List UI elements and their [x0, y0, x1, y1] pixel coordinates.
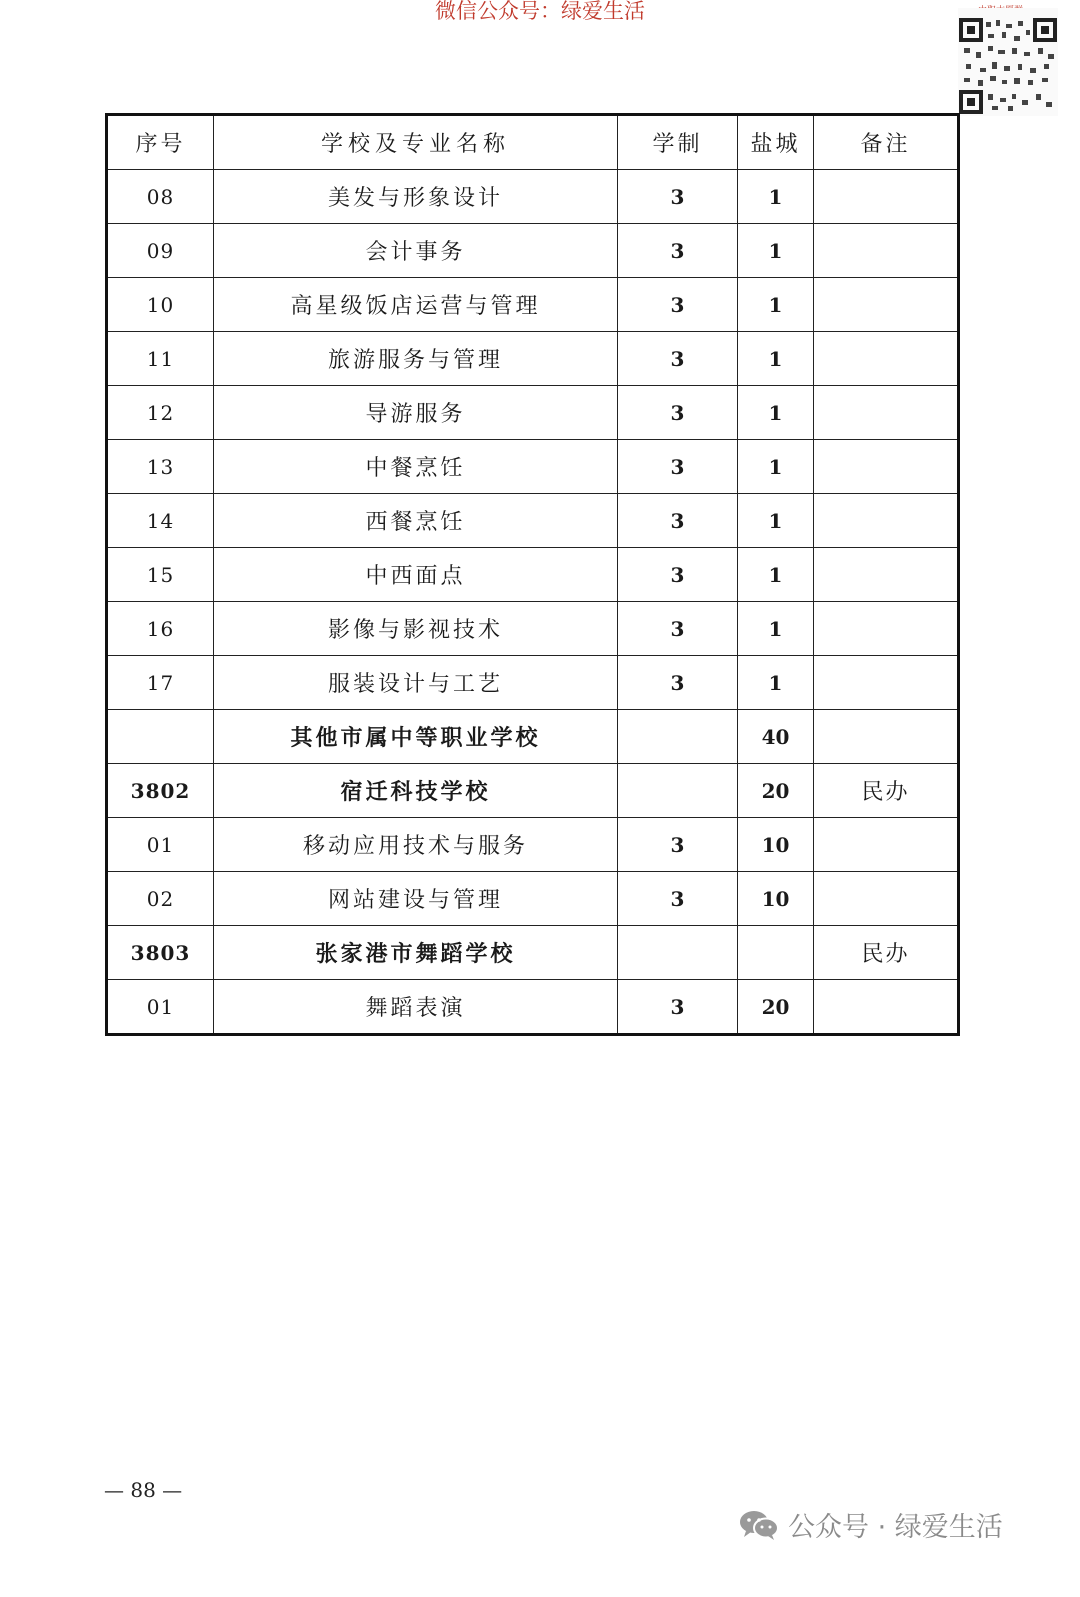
cell-code: 09	[107, 224, 214, 278]
cell-note: 民办	[814, 764, 959, 818]
header-school-major: 学校及专业名称	[214, 115, 618, 170]
cell-name: 旅游服务与管理	[214, 332, 618, 386]
cell-name: 影像与影视技术	[214, 602, 618, 656]
cell-years: 3	[618, 818, 738, 872]
cell-yancheng: 1	[738, 224, 814, 278]
table-row	[107, 548, 959, 602]
cell-code: 10	[107, 278, 214, 332]
cell-note	[814, 548, 959, 602]
cell-years: 3	[618, 278, 738, 332]
cell-years: 3	[618, 548, 738, 602]
header-seq: 序号	[107, 115, 214, 170]
cell-code: 12	[107, 386, 214, 440]
table-row	[107, 980, 959, 1035]
cell-years: 3	[618, 872, 738, 926]
cell-name: 网站建设与管理	[214, 872, 618, 926]
cell-yancheng: 1	[738, 548, 814, 602]
cell-years	[618, 710, 738, 764]
cell-name: 移动应用技术与服务	[214, 818, 618, 872]
cell-code: 14	[107, 494, 214, 548]
cell-years: 3	[618, 332, 738, 386]
table-row	[107, 278, 959, 332]
cell-yancheng: 1	[738, 494, 814, 548]
table-row	[107, 494, 959, 548]
cell-years: 3	[618, 386, 738, 440]
cell-code: 15	[107, 548, 214, 602]
cell-code: 02	[107, 872, 214, 926]
cell-note	[814, 332, 959, 386]
table-header-row	[107, 115, 959, 170]
table-row	[107, 710, 959, 764]
cell-code: 13	[107, 440, 214, 494]
table-row	[107, 764, 959, 818]
cell-name: 服装设计与工艺	[214, 656, 618, 710]
enrollment-table	[105, 113, 960, 1036]
header-years: 学制	[618, 115, 738, 170]
cell-years: 3	[618, 224, 738, 278]
cell-yancheng: 1	[738, 332, 814, 386]
cell-note	[814, 980, 959, 1035]
cell-name: 其他市属中等职业学校	[214, 710, 618, 764]
cell-name: 中餐烹饪	[214, 440, 618, 494]
cell-yancheng: 1	[738, 170, 814, 224]
cell-yancheng: 40	[738, 710, 814, 764]
cell-note	[814, 602, 959, 656]
cell-name: 宿迁科技学校	[214, 764, 618, 818]
cell-code: 08	[107, 170, 214, 224]
cell-years: 3	[618, 980, 738, 1035]
cell-yancheng: 1	[738, 602, 814, 656]
table-row	[107, 872, 959, 926]
cell-name: 西餐烹饪	[214, 494, 618, 548]
cell-yancheng: 20	[738, 764, 814, 818]
cell-yancheng: 1	[738, 386, 814, 440]
cell-yancheng: 20	[738, 980, 814, 1035]
qr-code-icon	[958, 8, 1058, 116]
cell-note	[814, 386, 959, 440]
table-row	[107, 818, 959, 872]
cell-years: 3	[618, 170, 738, 224]
cell-yancheng	[738, 926, 814, 980]
wechat-icon	[738, 1508, 780, 1542]
cell-years	[618, 764, 738, 818]
cell-note	[814, 440, 959, 494]
table-row	[107, 656, 959, 710]
cell-note	[814, 278, 959, 332]
cell-yancheng: 10	[738, 818, 814, 872]
cell-yancheng: 1	[738, 278, 814, 332]
table-row	[107, 386, 959, 440]
cell-years: 3	[618, 440, 738, 494]
footer-watermark	[738, 1505, 1003, 1544]
cell-note	[814, 224, 959, 278]
cell-years: 3	[618, 494, 738, 548]
cell-name: 舞蹈表演	[214, 980, 618, 1035]
page-number: — 88 —	[104, 1478, 183, 1502]
cell-note	[814, 818, 959, 872]
cell-yancheng: 10	[738, 872, 814, 926]
header-yancheng: 盐城	[738, 115, 814, 170]
cell-code: 01	[107, 818, 214, 872]
cell-note	[814, 710, 959, 764]
cell-name: 会计事务	[214, 224, 618, 278]
cell-yancheng: 1	[738, 656, 814, 710]
header-watermark: 微信公众号：绿爱生活	[435, 0, 645, 23]
cell-name: 高星级饭店运营与管理	[214, 278, 618, 332]
cell-years	[618, 926, 738, 980]
cell-years: 3	[618, 602, 738, 656]
cell-code	[107, 710, 214, 764]
table-row	[107, 224, 959, 278]
cell-note	[814, 872, 959, 926]
cell-code: 3802	[107, 764, 214, 818]
table-row	[107, 440, 959, 494]
cell-name: 中西面点	[214, 548, 618, 602]
cell-code: 01	[107, 980, 214, 1035]
cell-note	[814, 494, 959, 548]
cell-code: 11	[107, 332, 214, 386]
cell-note	[814, 170, 959, 224]
cell-code: 17	[107, 656, 214, 710]
header-note: 备注	[814, 115, 959, 170]
cell-name: 美发与形象设计	[214, 170, 618, 224]
cell-name: 张家港市舞蹈学校	[214, 926, 618, 980]
table-row	[107, 926, 959, 980]
cell-years: 3	[618, 656, 738, 710]
cell-code: 3803	[107, 926, 214, 980]
cell-note: 民办	[814, 926, 959, 980]
cell-yancheng: 1	[738, 440, 814, 494]
footer-watermark-text: 公众号 · 绿爱生活	[788, 1512, 1003, 1543]
table-row	[107, 170, 959, 224]
cell-name: 导游服务	[214, 386, 618, 440]
cell-code: 16	[107, 602, 214, 656]
table-row	[107, 332, 959, 386]
table-row	[107, 602, 959, 656]
cell-note	[814, 656, 959, 710]
